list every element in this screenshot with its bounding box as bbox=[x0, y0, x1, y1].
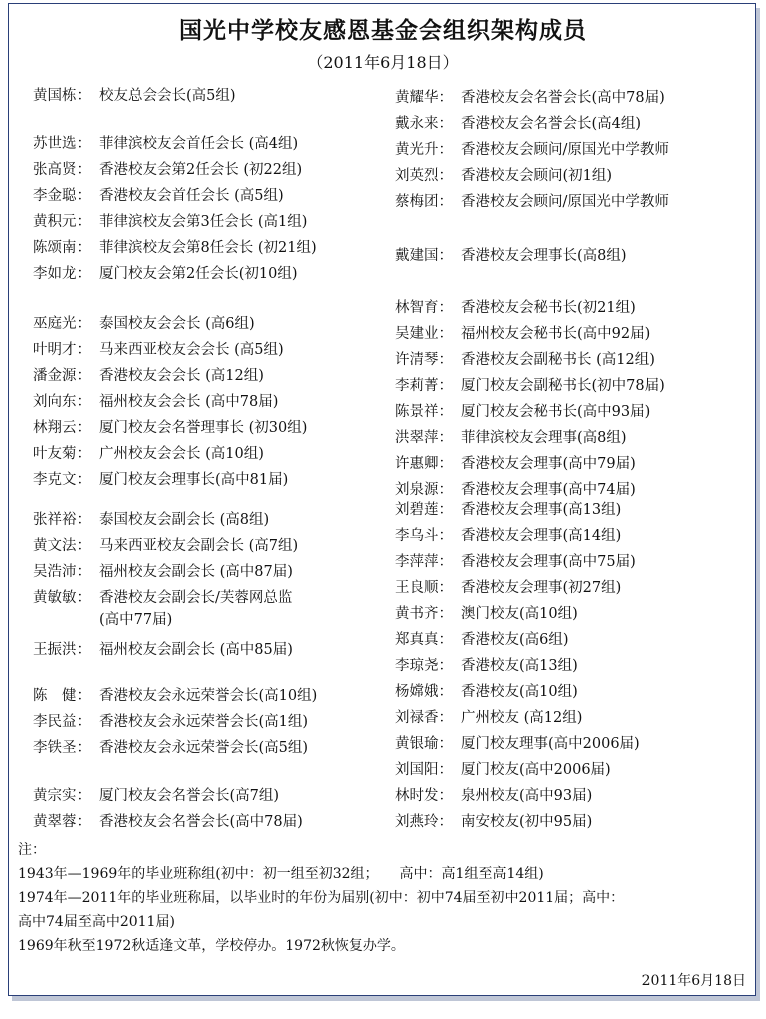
member-entry bbox=[33, 391, 278, 413]
member-role: 香港校友会名誉会长(高4组) bbox=[461, 116, 642, 132]
member-role: 厦门校友会第2任会长(初10组) bbox=[99, 266, 298, 282]
member-name: 戴永来： bbox=[395, 116, 453, 132]
member-name: 潘金源： bbox=[33, 368, 91, 384]
member-name: 吴建业： bbox=[395, 326, 453, 342]
member-role: 香港校友会理事(高中79届) bbox=[461, 456, 636, 472]
member-role: 香港校友会名誉会长(高中78届) bbox=[99, 814, 303, 830]
member-name: 刘英烈： bbox=[395, 168, 453, 184]
member-entry bbox=[395, 577, 621, 599]
member-role: 香港校友会理事(高13组) bbox=[461, 502, 622, 518]
member-name: 张祥裕： bbox=[33, 512, 91, 528]
member-entry bbox=[395, 759, 611, 781]
member-name: 黄宗实： bbox=[33, 788, 91, 804]
notes-label: 注： bbox=[18, 842, 46, 858]
member-name: 蔡梅团： bbox=[395, 194, 453, 210]
member-name: 林时发： bbox=[395, 788, 453, 804]
member-role: 香港校友会名誉会长(高中78届) bbox=[461, 90, 665, 106]
member-role: 福州校友会副会长 (高中85届) bbox=[99, 642, 293, 658]
notes-line: 1969年秋至1972秋适逢文革，学校停办。1972秋恢复办学。 bbox=[18, 938, 405, 954]
member-name: 李金聪： bbox=[33, 188, 91, 204]
member-role: 香港校友会永远荣誉会长(高1组) bbox=[99, 714, 309, 730]
notes-line: 1974年—2011年的毕业班称届，以毕业时的年份为届别(初中：初中74届至初中2011届；高中： bbox=[18, 890, 625, 906]
member-name: 陈 健： bbox=[33, 688, 91, 704]
member-entry bbox=[33, 159, 302, 181]
notes-line: 1943年—1969年的毕业班称组(初中：初一组至初32组； 高中：高1组至高14组) bbox=[18, 866, 544, 882]
member-role: 香港校友会顾问/原国光中学教师 bbox=[461, 194, 669, 210]
member-entry bbox=[33, 365, 264, 387]
member-entry bbox=[395, 707, 582, 729]
notes-section bbox=[18, 838, 748, 958]
member-role: 厦门校友会名誉理事长 (初30组) bbox=[99, 420, 308, 436]
member-name: 陈颂南： bbox=[33, 240, 91, 256]
member-name: 李铁圣： bbox=[33, 740, 91, 756]
member-role: 香港校友会理事(高中74届) bbox=[461, 482, 636, 498]
member-name: 黄文法： bbox=[33, 538, 91, 554]
member-name: 黄翠蓉： bbox=[33, 814, 91, 830]
member-name: 陈景祥： bbox=[395, 404, 453, 420]
member-entry bbox=[395, 551, 636, 573]
member-name: 刘燕玲： bbox=[395, 814, 453, 830]
member-entry bbox=[395, 191, 669, 213]
member-role: 菲律滨校友会第8任会长 (初21组) bbox=[99, 240, 317, 256]
member-role: 香港校友会顾问(初1组) bbox=[461, 168, 613, 184]
member-role: 香港校友会永远荣誉会长(高5组) bbox=[99, 740, 309, 756]
member-role: 香港校友(高6组) bbox=[461, 632, 569, 648]
member-name: 李萍萍： bbox=[395, 554, 453, 570]
footer-date: 2011年6月18日 bbox=[641, 973, 746, 989]
member-name: 黄积元： bbox=[33, 214, 91, 230]
member-entry bbox=[395, 811, 592, 833]
member-role: 马来西亚校友会副会长 (高7组) bbox=[99, 538, 299, 554]
member-entry bbox=[395, 525, 621, 547]
member-name: 许清琴： bbox=[395, 352, 453, 368]
member-role: 厦门校友会名誉会长(高7组) bbox=[99, 788, 280, 804]
member-name: 李乌斗： bbox=[395, 528, 453, 544]
member-entry bbox=[33, 561, 293, 583]
member-entry bbox=[33, 313, 255, 335]
member-entry bbox=[33, 639, 293, 661]
member-name: 李克文： bbox=[33, 472, 91, 488]
member-name: 林翔云： bbox=[33, 420, 91, 436]
member-entry bbox=[395, 427, 627, 449]
member-role: 厦门校友会副秘书长(初中78届) bbox=[461, 378, 665, 394]
member-entry bbox=[395, 499, 621, 521]
member-name: 王振洪： bbox=[33, 642, 91, 658]
member-entry bbox=[395, 375, 665, 397]
member-role: 泰国校友会会长 (高6组) bbox=[99, 316, 255, 332]
member-name: 杨嫦娥： bbox=[395, 684, 453, 700]
member-name: 洪翠萍： bbox=[395, 430, 453, 446]
member-name: 黄书齐： bbox=[395, 606, 453, 622]
document-title: 国光中学校友感恩基金会组织架构成员 bbox=[179, 18, 587, 44]
member-role-continued: (高中77届) bbox=[99, 612, 173, 628]
member-role: 香港校友会理事(高14组) bbox=[461, 528, 622, 544]
member-name: 郑真真： bbox=[395, 632, 453, 648]
member-entry bbox=[33, 211, 307, 233]
member-role: 福州校友会会长 (高中78届) bbox=[99, 394, 279, 410]
member-name: 戴建国： bbox=[395, 248, 453, 264]
member-entry bbox=[395, 165, 612, 187]
member-entry bbox=[395, 655, 578, 677]
member-entry bbox=[33, 339, 284, 361]
member-role: 校友总会会长(高5组) bbox=[99, 88, 236, 104]
member-role: 广州校友会会长 (高10组) bbox=[99, 446, 264, 462]
member-entry bbox=[33, 85, 236, 107]
member-name: 黄银瑜： bbox=[395, 736, 453, 752]
member-role: 福州校友会副会长 (高中87届) bbox=[99, 564, 293, 580]
member-entry bbox=[395, 733, 640, 755]
member-role: 南安校友(初中95届) bbox=[461, 814, 593, 830]
member-role: 广州校友 (高12组) bbox=[461, 710, 583, 726]
member-name: 林智育： bbox=[395, 300, 453, 316]
member-entry bbox=[395, 785, 592, 807]
member-role: 厦门校友(高中2006届) bbox=[461, 762, 611, 778]
member-name: 刘向东： bbox=[33, 394, 91, 410]
member-name: 黄国栋： bbox=[33, 88, 91, 104]
member-role: 厦门校友理事(高中2006届) bbox=[461, 736, 640, 752]
member-role: 香港校友会副秘书长 (高12组) bbox=[461, 352, 655, 368]
member-entry bbox=[33, 737, 308, 759]
member-role: 马来西亚校友会会长 (高5组) bbox=[99, 342, 284, 358]
member-entry bbox=[395, 453, 636, 475]
member-role: 香港校友会会长 (高12组) bbox=[99, 368, 264, 384]
member-name: 张高贤： bbox=[33, 162, 91, 178]
member-entry bbox=[395, 113, 641, 135]
member-role: 菲律滨校友会理事(高8组) bbox=[461, 430, 627, 446]
member-entry bbox=[33, 711, 308, 733]
member-name: 王良顺： bbox=[395, 580, 453, 596]
member-entry bbox=[33, 133, 298, 155]
member-role: 香港校友会理事(高中75届) bbox=[461, 554, 636, 570]
member-entry bbox=[33, 535, 298, 557]
member-role: 香港校友会首任会长 (高5组) bbox=[99, 188, 284, 204]
member-role: 厦门校友会秘书长(高中93届) bbox=[461, 404, 651, 420]
member-role: 香港校友会理事(初27组) bbox=[461, 580, 622, 596]
member-name: 刘禄香： bbox=[395, 710, 453, 726]
member-name: 黄敏敏： bbox=[33, 590, 91, 606]
member-role: 香港校友会理事长(高8组) bbox=[461, 248, 627, 264]
member-name: 李琼尧： bbox=[395, 658, 453, 674]
member-entry bbox=[33, 443, 264, 465]
member-entry bbox=[395, 401, 650, 423]
member-entry bbox=[395, 629, 569, 651]
member-role: 香港校友(高10组) bbox=[461, 684, 578, 700]
member-entry bbox=[395, 681, 578, 703]
member-name: 刘碧莲： bbox=[395, 502, 453, 518]
member-role: 福州校友会秘书长(高中92届) bbox=[461, 326, 651, 342]
member-role: 菲律滨校友会第3任会长 (高1组) bbox=[99, 214, 308, 230]
member-entry bbox=[395, 245, 627, 267]
member-entry bbox=[33, 587, 292, 631]
member-entry bbox=[395, 603, 578, 625]
member-entry bbox=[395, 479, 636, 501]
member-entry bbox=[395, 139, 669, 161]
member-role: 香港校友会副会长/芙蓉网总监 bbox=[99, 590, 293, 606]
member-name: 刘泉源： bbox=[395, 482, 453, 498]
member-role: 澳门校友(高10组) bbox=[461, 606, 578, 622]
member-entry bbox=[33, 185, 284, 207]
member-entry bbox=[395, 349, 655, 371]
member-name: 李如龙： bbox=[33, 266, 91, 282]
member-name: 苏世选： bbox=[33, 136, 91, 152]
member-entry bbox=[33, 263, 298, 285]
member-name: 李民益： bbox=[33, 714, 91, 730]
member-role: 菲律滨校友会首任会长 (高4组) bbox=[99, 136, 299, 152]
document-date: （2011年6月18日） bbox=[307, 53, 459, 72]
member-role: 泉州校友(高中93届) bbox=[461, 788, 593, 804]
member-role: 香港校友(高13组) bbox=[461, 658, 578, 674]
member-name: 叶明才： bbox=[33, 342, 91, 358]
member-entry bbox=[395, 87, 665, 109]
member-entry bbox=[33, 509, 269, 531]
member-entry bbox=[33, 785, 279, 807]
member-name: 李莉菁： bbox=[395, 378, 453, 394]
member-name: 吴浩沛： bbox=[33, 564, 91, 580]
member-role: 香港校友会永远荣誉会长(高10组) bbox=[99, 688, 318, 704]
member-role: 香港校友会秘书长(初21组) bbox=[461, 300, 636, 316]
member-name: 刘国阳： bbox=[395, 762, 453, 778]
member-entry bbox=[33, 685, 317, 707]
member-name: 叶友菊： bbox=[33, 446, 91, 462]
member-entry bbox=[33, 237, 317, 259]
member-name: 许惠卿： bbox=[395, 456, 453, 472]
member-name: 巫庭光： bbox=[33, 316, 91, 332]
member-role: 厦门校友会理事长(高中81届) bbox=[99, 472, 289, 488]
member-entry bbox=[33, 417, 307, 439]
member-role: 香港校友会顾问/原国光中学教师 bbox=[461, 142, 669, 158]
member-name: 黄耀华： bbox=[395, 90, 453, 106]
member-entry bbox=[33, 811, 303, 833]
notes-line: 高中74届至高中2011届) bbox=[18, 914, 175, 930]
member-role: 香港校友会第2任会长 (初22组) bbox=[99, 162, 303, 178]
member-name: 黄光升： bbox=[395, 142, 453, 158]
member-entry bbox=[395, 323, 650, 345]
member-role: 泰国校友会副会长 (高8组) bbox=[99, 512, 270, 528]
member-entry bbox=[33, 469, 288, 491]
member-entry bbox=[395, 297, 636, 319]
